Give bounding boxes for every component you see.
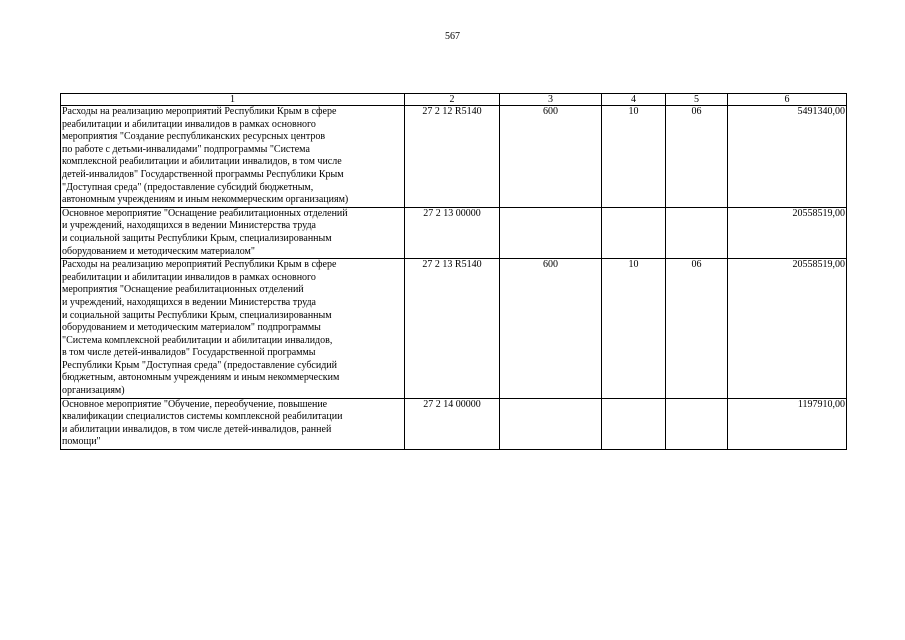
description-line: Основное мероприятие "Оснащение реабилитационных отделений xyxy=(62,207,348,219)
description-line: квалификации специалистов системы комплексной реабилитации xyxy=(62,411,343,423)
target-code: 27 2 13 R5140 xyxy=(405,259,500,399)
description-line: Республики Крым "Доступная среда" (предоставление субсидий xyxy=(62,359,338,371)
col5-value: 06 xyxy=(666,259,728,399)
table-header-row xyxy=(61,94,847,106)
target-code: 27 2 13 00000 xyxy=(405,207,500,258)
col5-value: 06 xyxy=(666,106,728,208)
column-header: 4 xyxy=(602,94,666,106)
column-header: 3 xyxy=(500,94,602,106)
description-line: Основное мероприятие "Обучение, переобучение, повышение xyxy=(62,398,328,410)
description-line: оборудованием и методическим материалом" xyxy=(62,245,255,257)
description-line: и учреждений, находящихся в ведении Министерства труда xyxy=(62,296,316,308)
description-line: и абилитации инвалидов, в том числе детей-инвалидов, ранней xyxy=(62,423,332,435)
description-line: Расходы на реализацию мероприятий Республики Крым в сфере xyxy=(62,259,337,271)
col4-value xyxy=(602,207,666,258)
description-line: Расходы на реализацию мероприятий Республики Крым в сфере xyxy=(62,106,337,117)
row-description xyxy=(61,207,405,258)
row-description xyxy=(61,398,405,449)
description-line: помощи" xyxy=(62,436,101,448)
description-line: и учреждений, находящихся в ведении Министерства труда xyxy=(62,220,316,232)
col4-value: 10 xyxy=(602,259,666,399)
description-line: мероприятия "Оснащение реабилитационных отделений xyxy=(62,284,304,296)
col3-value xyxy=(500,207,602,258)
description-line: комплексной реабилитации и абилитации инвалидов, в том числе xyxy=(62,156,342,168)
amount: 1197910,00 xyxy=(728,398,847,449)
budget-table xyxy=(60,93,847,450)
description-line: "Система комплексной реабилитации и абилитации инвалидов, xyxy=(62,334,333,346)
description-line: мероприятия "Создание республиканских ресурсных центров xyxy=(62,131,326,143)
amount: 20558519,00 xyxy=(728,259,847,399)
col4-value xyxy=(602,398,666,449)
row-description xyxy=(61,106,405,208)
table-row xyxy=(61,398,847,449)
description-line: "Доступная среда" (предоставление субсидий бюджетным, xyxy=(62,181,314,193)
col3-value: 600 xyxy=(500,106,602,208)
page-number: 567 xyxy=(445,31,460,42)
target-code: 27 2 14 00000 xyxy=(405,398,500,449)
target-code: 27 2 12 R5140 xyxy=(405,106,500,208)
row-description xyxy=(61,259,405,399)
description-line: организациям) xyxy=(62,385,125,397)
col5-value xyxy=(666,398,728,449)
description-line: автономным учреждениям и иным некоммерческим организациям) xyxy=(62,194,349,206)
col3-value xyxy=(500,398,602,449)
description-line: по работе с детьми-инвалидами" подпрограммы "Система xyxy=(62,143,310,155)
description-line: и социальной защиты Республики Крым, специализированным xyxy=(62,232,332,244)
table-row xyxy=(61,207,847,258)
description-line: оборудованием и методическим материалом" подпрограммы xyxy=(62,322,321,334)
description-line: реабилитации и абилитации инвалидов в рамках основного xyxy=(62,271,316,283)
column-header: 2 xyxy=(405,94,500,106)
column-header: 5 xyxy=(666,94,728,106)
col5-value xyxy=(666,207,728,258)
amount: 20558519,00 xyxy=(728,207,847,258)
description-line: детей-инвалидов" Государственной программы Республики Крым xyxy=(62,168,344,180)
amount: 5491340,00 xyxy=(728,106,847,208)
description-line: реабилитации и абилитации инвалидов в рамках основного xyxy=(62,118,316,130)
table-row xyxy=(61,259,847,399)
column-header: 6 xyxy=(728,94,847,106)
description-line: и социальной защиты Республики Крым, специализированным xyxy=(62,309,332,321)
description-line: бюджетным, автономным учреждениям и иным некоммерческим xyxy=(62,372,340,384)
table-row xyxy=(61,106,847,208)
column-header: 1 xyxy=(61,94,405,106)
col4-value: 10 xyxy=(602,106,666,208)
description-line: в том числе детей-инвалидов" Государственной программы xyxy=(62,347,316,359)
col3-value: 600 xyxy=(500,259,602,399)
